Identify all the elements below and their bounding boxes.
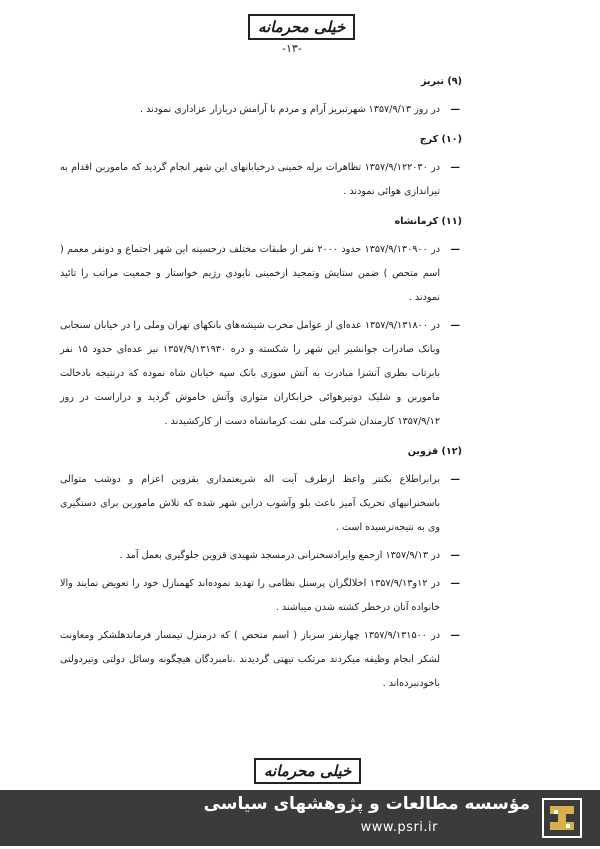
classification-stamp-top: خیلی محرمانه bbox=[248, 14, 355, 40]
website-link[interactable]: www.psri.ir bbox=[360, 820, 438, 835]
report-text: در روز ۱۳۵۷/۹/۱۳ شهرتبریز آرام و مردم با آرامش دربازار عزاداری نمودند . bbox=[139, 104, 440, 115]
report-text: در ۱۲و۱۳۵۷/۹/۱۳ اخلالگران پرسنل نظامی را تهدید نموده‌اند کهمنازل خود را تعویض نمایند والا خانواده آنان درخطر کشته شدن میباشند . bbox=[60, 578, 440, 613]
bullet-dash: — bbox=[450, 162, 460, 173]
bullet-dash: — bbox=[450, 630, 460, 641]
section-tabriz bbox=[60, 70, 462, 122]
section-qazvin bbox=[60, 440, 462, 696]
report-text: در ۱۳۵۷/۹/۱۳۱۵۰۰ چهارنفر سرباز ( اسم متحص ) که درمنزل تیمسار فرماندهلشکر ومعاونت لشکر انجام وظیفه میکردند مرتکب تیهتی گردیدند .نامبردگان هیچگونه وسائل دولتی وتیردولتی باخودنبرده‌اند . bbox=[60, 630, 440, 689]
report-text: در ۱۳۵۷/۹/۱۳ ازجمع وایرادسخنرانی درمسجد شهیدی قزوین جلوگیری بعمل آمد . bbox=[119, 550, 440, 561]
bullet-dash: — bbox=[450, 104, 460, 115]
report-text: در ۱۳۵۷/۹/۱۲۲۰۳۰ تظاهرات برله خمینی درخیابانهای این شهر انجام گردید که ماموربن اقدام به تیراندازی هوائی نمودند . bbox=[60, 162, 440, 197]
section-kermanshah bbox=[60, 210, 462, 434]
report-item bbox=[60, 544, 462, 568]
classification-stamp-bottom: خیلی محرمانه bbox=[254, 758, 361, 784]
bullet-dash: — bbox=[450, 578, 460, 589]
report-item bbox=[60, 314, 462, 434]
section-heading: (۹) تبریز bbox=[420, 76, 462, 87]
bullet-dash: — bbox=[450, 474, 460, 485]
bullet-dash: — bbox=[450, 550, 460, 561]
institute-name: مؤسسه مطالعات و پژوهشهای سیاسی bbox=[203, 794, 530, 814]
psri-logo-icon bbox=[542, 798, 582, 838]
report-text: در ۱۳۵۷/۹/۱۳۱۸۰۰ عده‌ای از عوامل مخرب شیشه‌های بانکهای تهران وملی را در خیابان سنجابی وبانک صادرات جوانشیر این شهر را شکسته و دره ۱۳۵۷/۹/۱۳۱۹۳۰ نیز عده‌ای حدود ۱۵ نفر بابرتاب بطری آتشزا مبادرت به آتش سوزی بانک سپه خیابان شاه نموده که درنتیجه بادخالت ماموربن و شلیک دوتیرهوائی خرابکاران متواری وآتش خاموش گردید و دراراست در روز ۱۳۵۷/۹/۱۲ کارمندان شرکت ملی نفت کرمانشاه دست از کارکشیدند . bbox=[60, 320, 441, 427]
section-heading: (۱۲) قزوین bbox=[407, 446, 462, 457]
report-item bbox=[60, 156, 462, 204]
report-item bbox=[60, 238, 462, 310]
institute-footer bbox=[0, 790, 600, 846]
report-item bbox=[60, 98, 462, 122]
report-text: در ۱۳۵۷/۹/۱۳۰۹۰۰ حدود ۲۰۰۰ نفر از طبقات مختلف درحسینه این شهر اجتماع و دونفر معمم ( اسم متحص ) ضمن ستایش وتمجید ازخمینی نابودی رژیم خواستار و جمعیت مراتب را تائید نمودند . bbox=[60, 244, 440, 303]
report-item bbox=[60, 624, 462, 696]
bullet-dash: — bbox=[450, 320, 460, 331]
document-body bbox=[60, 64, 462, 696]
bullet-dash: — bbox=[450, 244, 460, 255]
report-item bbox=[60, 572, 462, 620]
report-item bbox=[60, 468, 462, 540]
section-karaj bbox=[60, 128, 462, 204]
report-text: برابراطلاع بکنتر واعظ ازطرف آیت اله شریعتمداری بقزوین اعزام و دوشب متوالی باسخنرانیهای تحریک آمیز باعث بلو وآشوب دراین شهر شده که تلاش ماموربن برای دستگیری وی به نتیجه‌نرسیده است . bbox=[60, 474, 440, 533]
section-heading: (۱۱) کرمانشاه bbox=[394, 216, 462, 227]
page-number: -۱۳- bbox=[282, 42, 302, 55]
section-heading: (۱۰) کرج bbox=[419, 134, 462, 145]
